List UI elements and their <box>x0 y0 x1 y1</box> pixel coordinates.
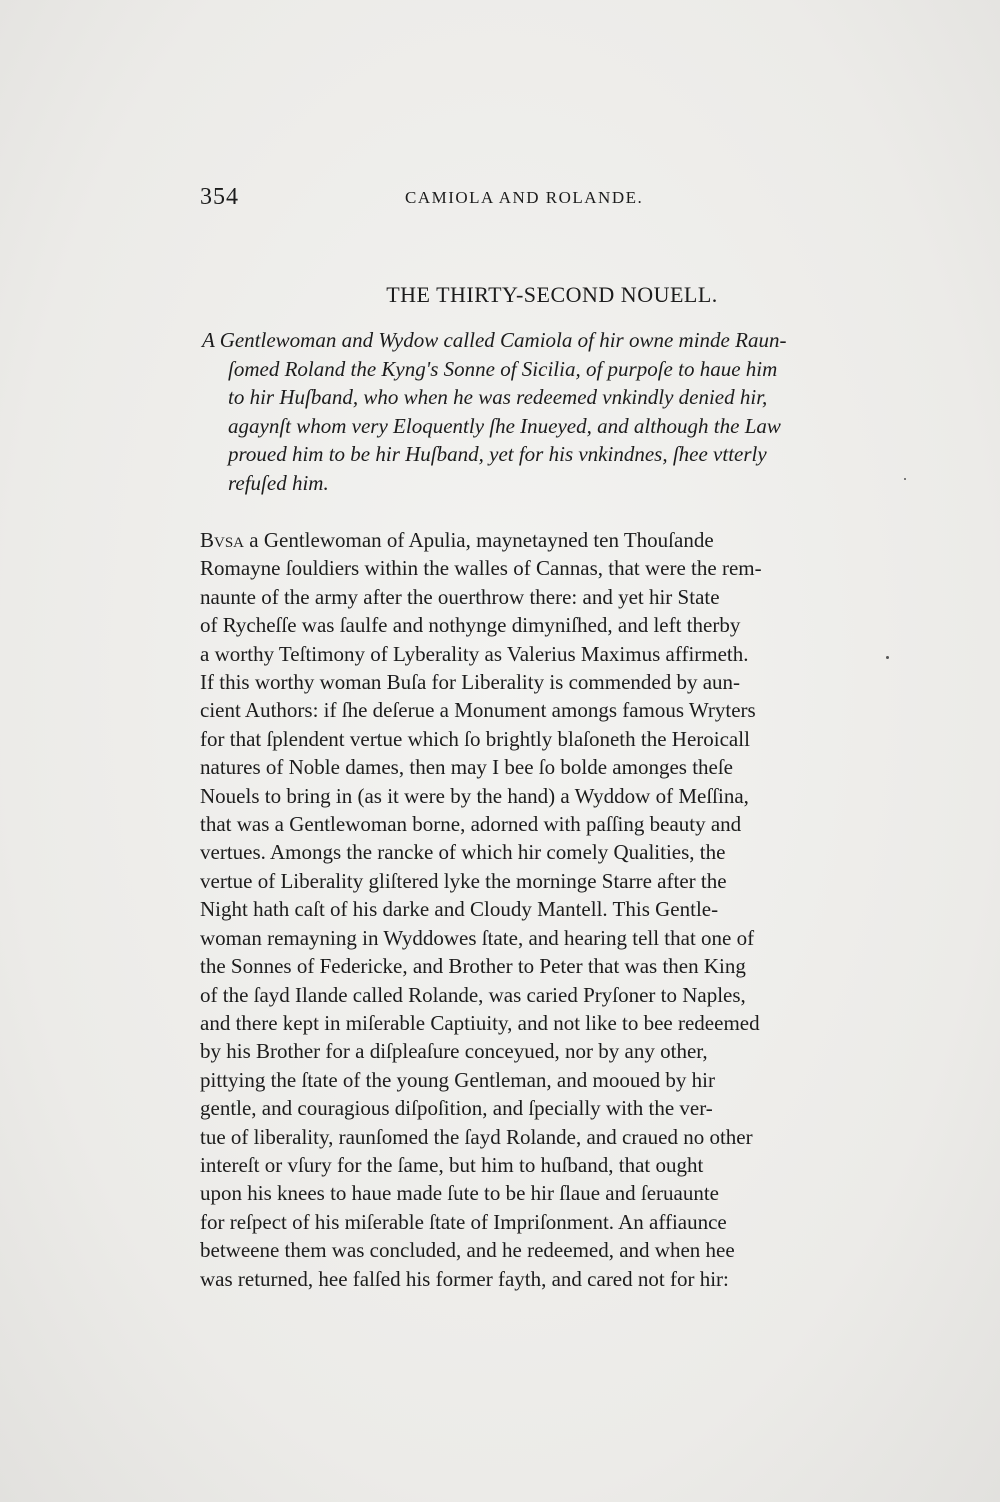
body-line: Romayne ſouldiers within the walles of Cannas, that were the rem- <box>200 556 762 581</box>
paper-speck <box>886 656 889 659</box>
argument-line: ſomed Roland the Kyng's Sonne of Sicilia, of purpoſe to haue him <box>228 356 778 381</box>
body-line: by his Brother for a diſpleaſure conceyued, nor by any other, <box>200 1039 708 1064</box>
paper-speck <box>904 478 906 480</box>
body-text <box>200 526 876 1293</box>
body-line: for that ſplendent vertue which ſo brightly blaſoneth the Heroicall <box>200 726 750 751</box>
body-line: intereſt or vſury for the ſame, but him to huſband, that ought <box>200 1152 704 1177</box>
body-line: gentle, and couragious diſpoſition, and ſpecially with the ver- <box>200 1096 713 1121</box>
body-line: vertue of Liberality gliſtered lyke the morninge Starre after the <box>200 868 727 893</box>
argument-line: proued him to be hir Huſband, yet for his vnkindnes, ſhee vtterly <box>228 442 767 466</box>
body-line: the Sonnes of Federicke, and Brother to Peter that was then King <box>200 954 746 979</box>
body-line: natures of Noble dames, then may I bee ſo bolde amonges theſe <box>200 755 733 780</box>
body-line: Nouels to bring in (as it were by the hand) a Wyddow of Meſſina, <box>200 783 749 808</box>
body-line: tue of liberality, raunſomed the ſayd Rolande, and craued no other <box>200 1124 753 1149</box>
argument-line: agaynſt whom very Eloquently ſhe Inueyed, and although the Law <box>228 413 781 438</box>
body-line: was returned, hee falſed his former fayth, and cared not for hir: <box>200 1266 729 1291</box>
argument-summary <box>200 326 876 497</box>
body-line: and there kept in miſerable Captiuity, and not like to bee redeemed <box>200 1010 760 1035</box>
body-line: a worthy Teſtimony of Lyberality as Valerius Maximus affirmeth. <box>200 641 749 666</box>
body-line: cient Authors: if ſhe deſerue a Monument amongs famous Wryters <box>200 698 756 723</box>
body-line: If this worthy woman Buſa for Liberality is commended by aun- <box>200 670 741 695</box>
page-number: 354 <box>200 184 239 210</box>
nouell-heading: THE THIRTY-SECOND NOUELL. <box>386 282 718 307</box>
body-line: Night hath caſt of his darke and Cloudy Mantell. This Gentle- <box>200 897 719 922</box>
running-title: CAMIOLA AND ROLANDE. <box>405 188 644 207</box>
body-line: upon his knees to haue made ſute to be hir ſlaue and ſeruaunte <box>200 1181 720 1206</box>
running-head <box>200 184 876 214</box>
body-line: of the ſayd Ilande called Rolande, was caried Pryſoner to Naples, <box>200 982 746 1007</box>
argument-line: A Gentlewoman and Wydow called Camiola of hir owne minde Raun- <box>202 328 787 352</box>
body-line-first <box>200 526 876 554</box>
first-line-rest: a Gentlewoman of Apulia, maynetayned ten Thouſande <box>244 528 714 552</box>
body-line: betweene them was concluded, and he redeemed, and when hee <box>200 1238 735 1263</box>
argument-line: refuſed him. <box>228 470 329 495</box>
body-line: that was a Gentlewoman borne, adorned with paſſing beauty and <box>200 812 742 837</box>
body-line: naunte of the army after the ouerthrow there: and yet hir State <box>200 584 720 609</box>
body-line: pittying the ſtate of the young Gentleman, and mooued by hir <box>200 1067 715 1092</box>
body-line: vertues. Amongs the rancke of which hir comely Qualities, the <box>200 840 726 865</box>
body-line: of Rycheſſe was ſaulfe and nothynge dimyniſhed, and left therby <box>200 613 741 638</box>
argument-line: to hir Huſband, who when he was redeemed vnkindly denied hir, <box>228 385 768 409</box>
body-line: for reſpect of his miſerable ſtate of Impriſonment. An affiaunce <box>200 1209 727 1234</box>
body-line: woman remayning in Wyddowes ſtate, and hearing tell that one of <box>200 925 755 950</box>
opening-word: Bvsa <box>200 528 245 552</box>
